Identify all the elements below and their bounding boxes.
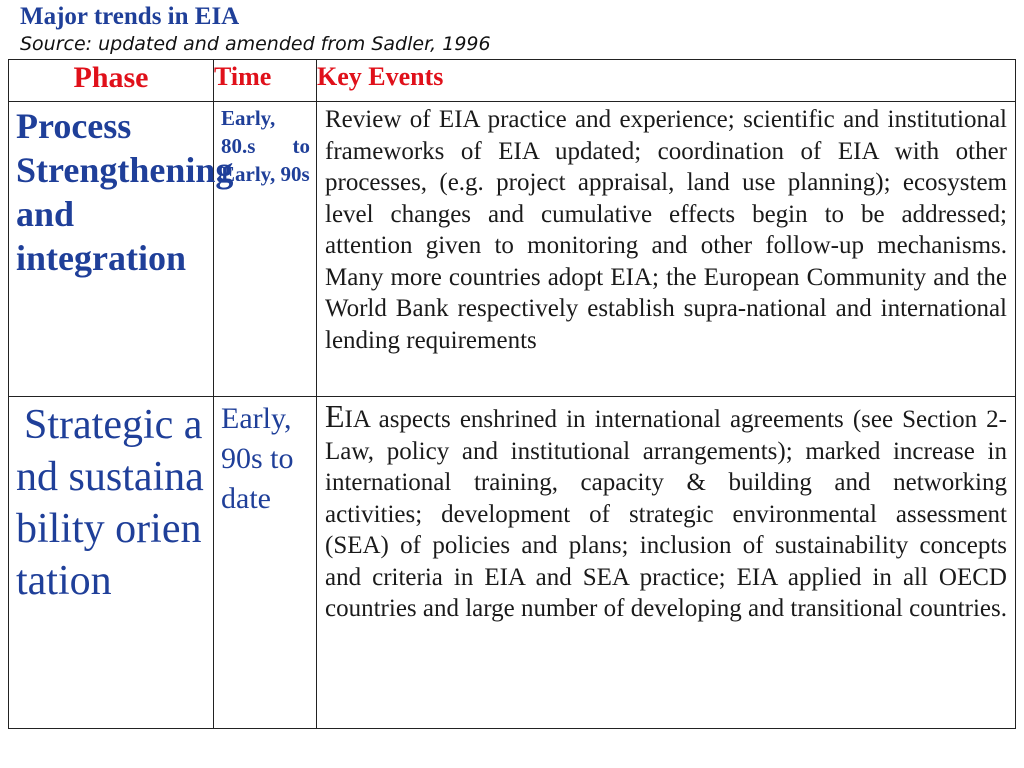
phase-cell bbox=[9, 102, 234, 397]
key-events-rest: IA aspects enshrined in international agreements (see Section 2-Law, policy and institutional arrangements); marked increase in international training, capacity & building and networking activities; development of strategic environmental assessment (SEA) of policies and plans; inclusion of sustainability concepts and criteria in EIA and SEA practice; EIA applied in all OECD countries and large number of developing and transitional countries. bbox=[325, 406, 1007, 622]
phase-text: Process Strengthening and integration bbox=[16, 106, 234, 278]
table-row bbox=[9, 102, 1016, 397]
key-events-text bbox=[317, 397, 1015, 625]
header-phase: Phase bbox=[9, 60, 214, 102]
time-cell bbox=[214, 397, 317, 729]
time-label: Early, 80.s to Early, 90s bbox=[221, 106, 310, 186]
key-events-first-letter: E bbox=[325, 398, 345, 434]
table-row bbox=[9, 397, 1016, 729]
key-events-text: Review of EIA practice and experience; scientific and institutional frameworks of EIA updated; coordination of EIA with other processes, (e.g. project appraisal, land use planning); ecosystem level changes and cumulative effects begin to be addressed; attention given to monitoring and other follow-up mechanisms. Many more countries adopt EIA; the European Community and the World Bank respectively establish supra-national and international lending requirements bbox=[325, 106, 1007, 354]
events-cell bbox=[317, 102, 1016, 397]
phase-label bbox=[9, 102, 234, 280]
phase-cell bbox=[9, 397, 214, 729]
events-cell bbox=[317, 397, 1016, 729]
header-time: Time bbox=[214, 60, 317, 102]
time-label: Early, 90s to date bbox=[221, 402, 294, 515]
eia-trends-table bbox=[8, 59, 1016, 729]
header-key-events: Key Events bbox=[317, 60, 1016, 102]
page-title: Major trends in EIA bbox=[20, 3, 240, 30]
table-header-row bbox=[9, 60, 1016, 102]
phase-label bbox=[9, 397, 213, 607]
phase-text: Strategic and sustainability orientation bbox=[16, 402, 204, 604]
source-caption: Source: updated and amended from Sadler, 1996 bbox=[20, 33, 491, 55]
time-cell bbox=[214, 102, 317, 397]
